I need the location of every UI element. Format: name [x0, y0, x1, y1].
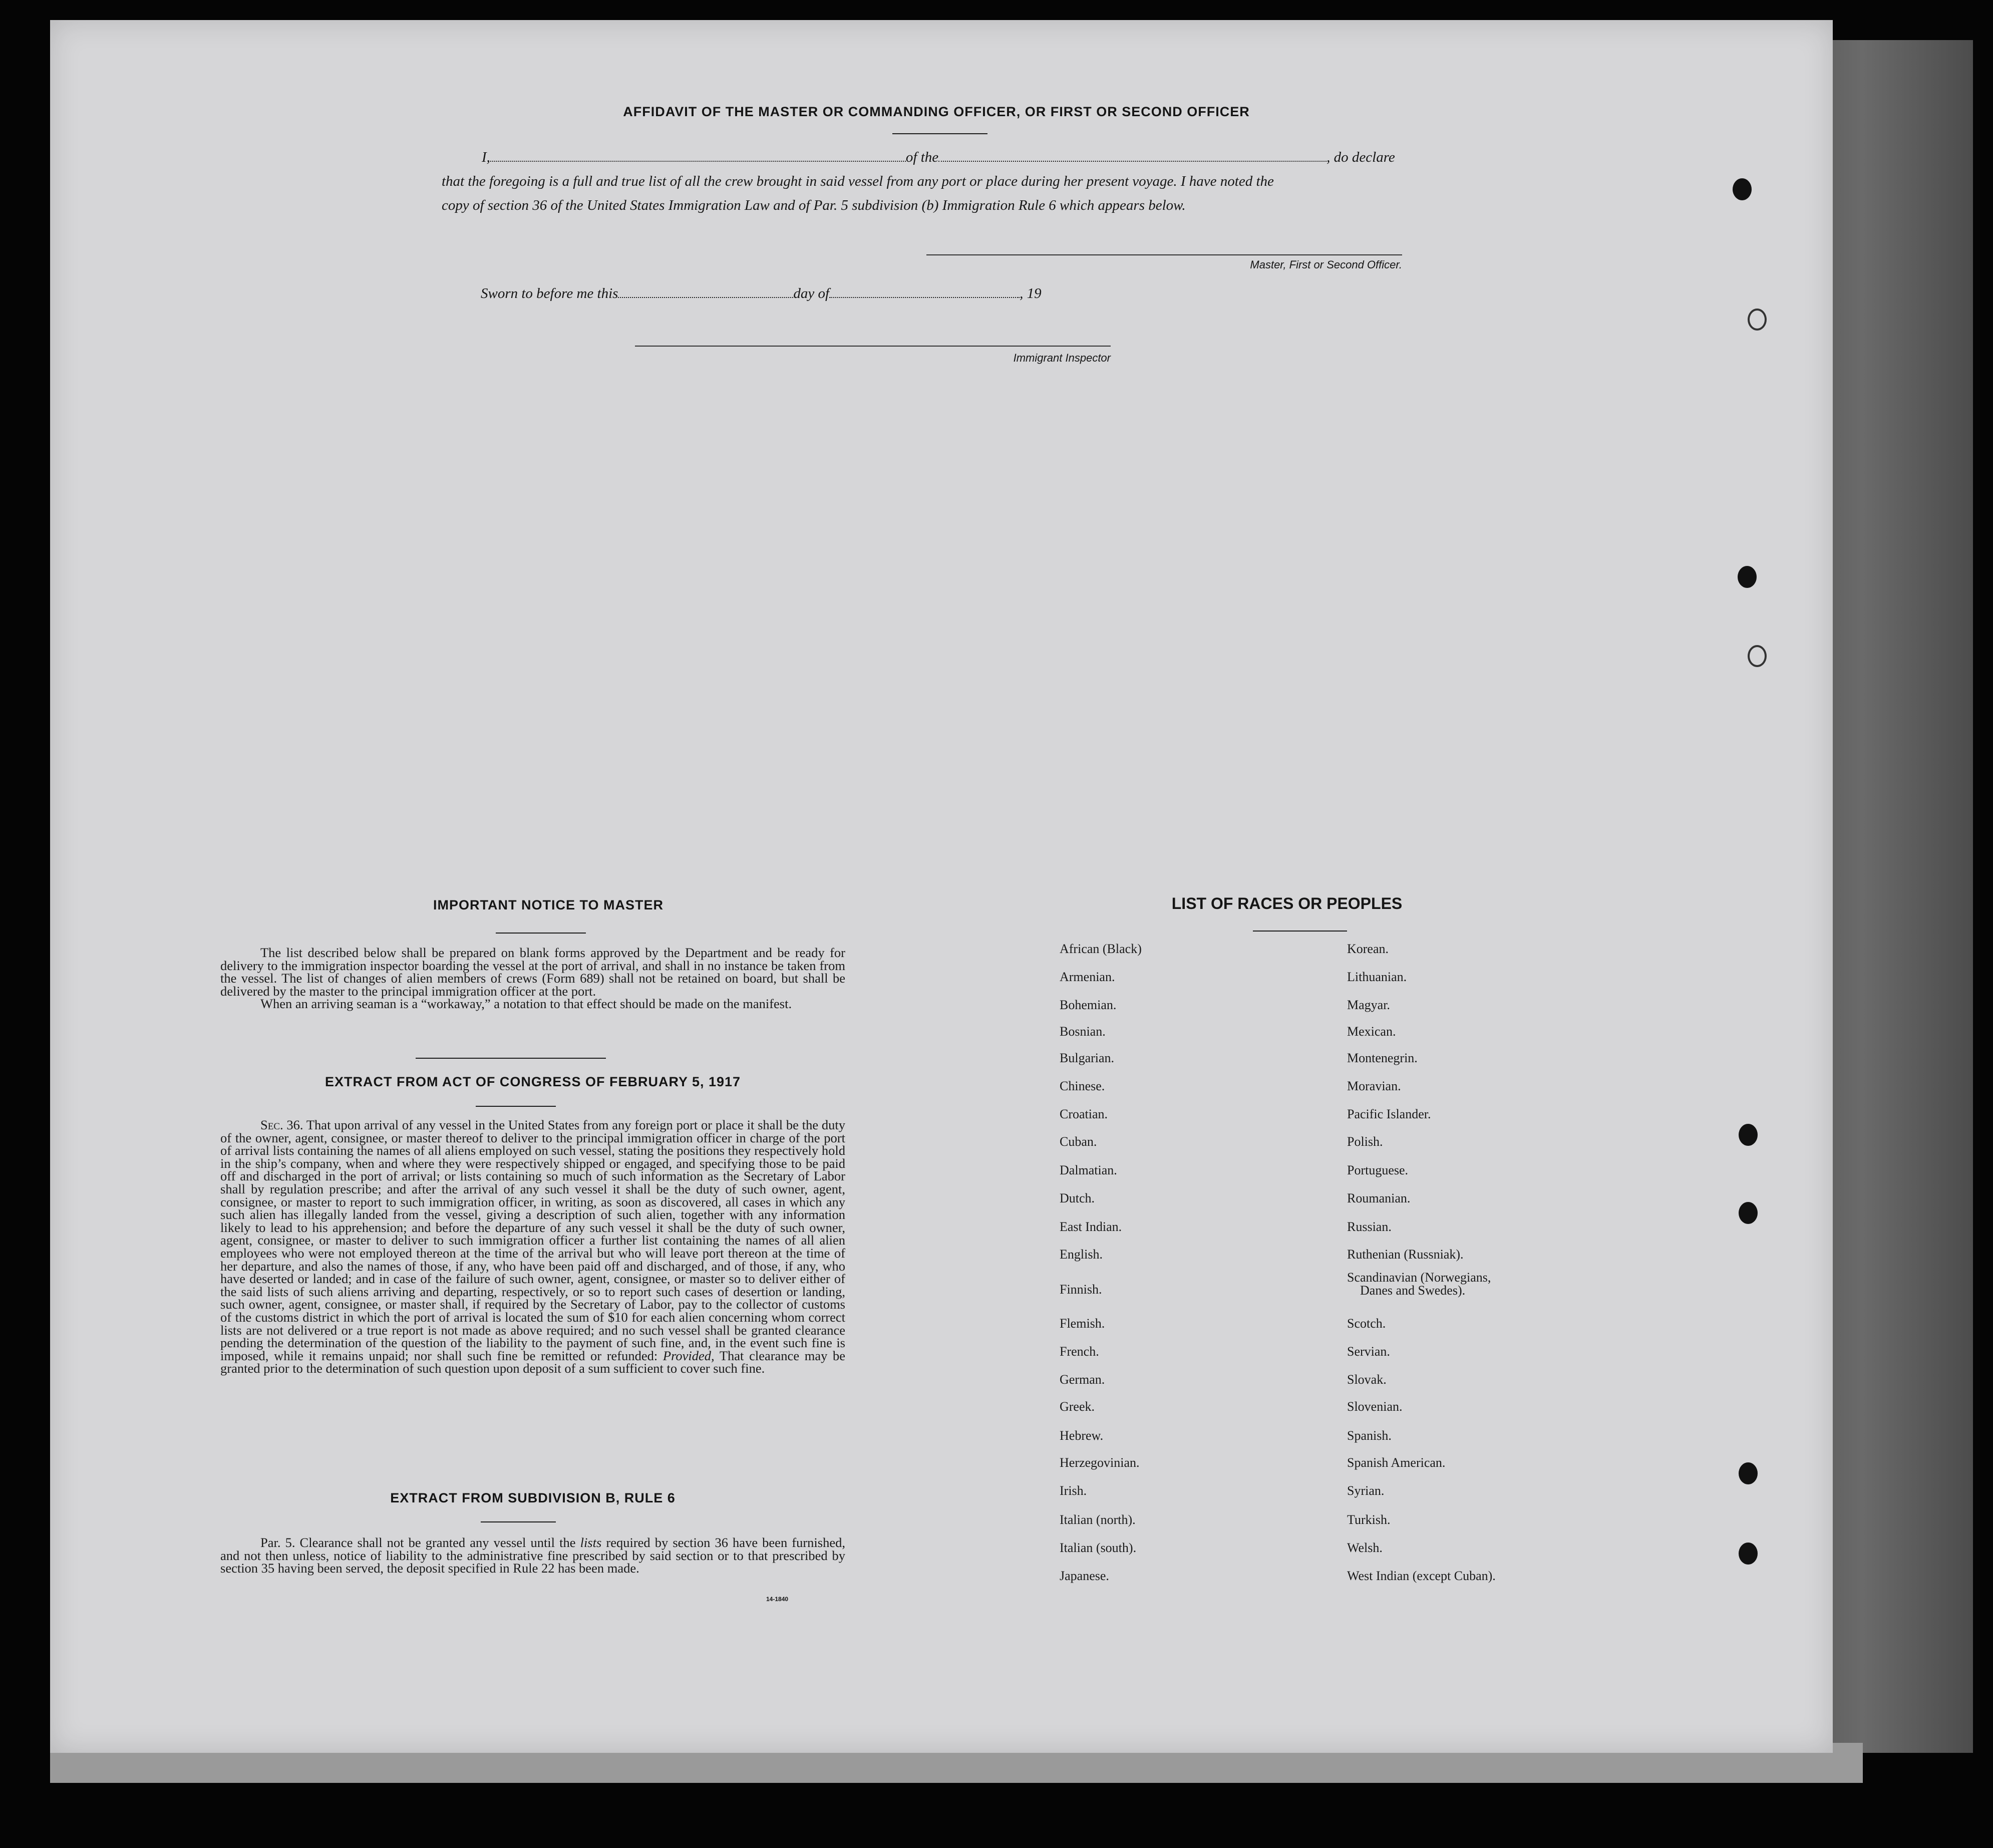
affidavit-line-3: copy of section 36 of the United States Immigration Law and of Par. 5 subdivision (b) Immigration Rule 6 which appears below.	[442, 197, 1186, 213]
notice-title-rule	[496, 933, 586, 934]
sworn-day-of: day of	[793, 285, 830, 301]
race-right-text: Polish.	[1347, 1134, 1383, 1149]
notice-body	[220, 947, 845, 1011]
race-right-text: Russian.	[1347, 1219, 1392, 1234]
race-right-14	[1347, 1344, 1390, 1359]
race-right-text: Ruthenian (Russniak).	[1347, 1247, 1464, 1262]
race-left-22: Japanese.	[1060, 1569, 1109, 1583]
race-right-18	[1347, 1455, 1445, 1470]
rule-extract-rule	[481, 1521, 556, 1522]
race-left-16: Greek.	[1060, 1399, 1095, 1414]
affidavit-title-rule	[892, 133, 987, 134]
rule-6-text	[220, 1536, 845, 1575]
rule-6-lists: lists	[580, 1535, 602, 1550]
section-36-body-2: That clearance may be granted prior to the determination of such question upon deposit of a sum sufficient to cover such fine.	[220, 1348, 846, 1376]
race-right-7	[1347, 1134, 1383, 1149]
race-right-text: West Indian (except Cuban).	[1347, 1569, 1496, 1583]
race-right-20	[1347, 1512, 1390, 1527]
race-right-12	[1347, 1271, 1491, 1297]
race-right-text: Spanish.	[1347, 1428, 1392, 1443]
race-left-7: Cuban.	[1060, 1134, 1097, 1149]
form-number: 14-1840	[766, 1596, 789, 1603]
sworn-year: , 19	[1020, 285, 1042, 301]
sworn-line	[481, 285, 1052, 302]
vessel-name-field[interactable]	[938, 161, 1326, 162]
race-right-text: Lithuanian.	[1347, 970, 1407, 984]
sworn-text: Sworn to before me this	[481, 285, 618, 301]
inspector-signature-line[interactable]	[635, 346, 1111, 347]
punch-hole	[1748, 309, 1767, 331]
race-right-15	[1347, 1372, 1387, 1387]
race-right-text: Magyar.	[1347, 998, 1390, 1012]
race-left-5: Chinese.	[1060, 1079, 1105, 1093]
race-right-text: Turkish.	[1347, 1512, 1391, 1527]
race-right-22	[1347, 1569, 1496, 1584]
race-right-0	[1347, 942, 1389, 957]
race-right-5	[1347, 1079, 1401, 1094]
race-left-6: Croatian.	[1060, 1107, 1108, 1121]
notice-paragraph-1: The list described below shall be prepared on blank forms approved by the Department and be ready for delivery to the immigration inspector boarding the vessel at the port of arrival, and shall in no instance be taken from the vessel. The list of changes of alien members of crews (Form 689) shall not be retained on board, but shall be delivered by the master to the principal immigration officer at the port.	[220, 945, 845, 999]
race-right-text: Moravian.	[1347, 1079, 1401, 1093]
race-right-17	[1347, 1428, 1392, 1443]
race-left-19: Irish.	[1060, 1483, 1087, 1498]
affidavit-line-2: that the foregoing is a full and true list of all the crew brought in said vessel from any port or place during her present voyage. I have noted the	[442, 173, 1274, 189]
race-right-text: Slovenian.	[1347, 1399, 1403, 1414]
race-left-1: Armenian.	[1060, 970, 1115, 984]
act-extract-rule	[476, 1106, 556, 1107]
race-right-16	[1347, 1399, 1403, 1414]
race-left-11: English.	[1060, 1247, 1103, 1262]
race-right-19	[1347, 1483, 1384, 1498]
rule-6-body-1: Par. 5. Clearance shall not be granted any vessel until the	[260, 1535, 580, 1550]
race-left-12: Finnish.	[1060, 1282, 1102, 1297]
race-left-17: Hebrew.	[1060, 1428, 1104, 1443]
race-right-4	[1347, 1051, 1418, 1066]
race-right-text: Roumanian.	[1347, 1191, 1411, 1205]
race-left-13: Flemish.	[1060, 1316, 1105, 1331]
race-right-9	[1347, 1191, 1410, 1206]
race-right-3	[1347, 1024, 1396, 1039]
race-right-6	[1347, 1107, 1431, 1122]
race-right-text: Mexican.	[1347, 1024, 1396, 1039]
race-right-text: Montenegrin.	[1347, 1051, 1418, 1065]
affidavit-of-the: of the	[905, 149, 939, 165]
race-left-9: Dutch.	[1060, 1191, 1095, 1205]
section-36-text	[220, 1119, 845, 1375]
race-left-15: German.	[1060, 1372, 1105, 1387]
races-title-rule	[1253, 931, 1347, 932]
notice-paragraph-2: When an arriving seaman is a “workaway,” a notation to that effect should be made on the manifest.	[260, 996, 792, 1012]
affidavit-declaration-line	[482, 149, 1463, 166]
section-separator	[416, 1058, 606, 1059]
master-name-field[interactable]	[490, 161, 906, 162]
section-36-label: Sec. 36.	[260, 1117, 303, 1132]
punch-hole	[1733, 178, 1752, 200]
race-left-21: Italian (south).	[1060, 1541, 1137, 1555]
punch-hole	[1739, 1124, 1758, 1146]
race-left-8: Dalmatian.	[1060, 1163, 1117, 1177]
act-extract-title: EXTRACT FROM ACT OF CONGRESS OF FEBRUARY 5, 1917	[324, 1074, 741, 1089]
race-left-0: African (Black)	[1060, 942, 1142, 956]
rule-extract-title: EXTRACT FROM SUBDIVISION B, RULE 6	[390, 1490, 676, 1505]
race-right-1	[1347, 970, 1407, 985]
race-left-10: East Indian.	[1060, 1219, 1122, 1234]
punch-hole	[1739, 1202, 1758, 1224]
races-title: LIST OF RACES OR PEOPLES	[1171, 894, 1403, 912]
punch-hole	[1739, 1543, 1758, 1565]
race-right-text: Welsh.	[1347, 1541, 1383, 1555]
race-right-text: Scandinavian (Norwegians,	[1347, 1270, 1491, 1285]
race-right-text: Scotch.	[1347, 1316, 1386, 1331]
race-left-20: Italian (north).	[1060, 1512, 1136, 1527]
race-right-8	[1347, 1163, 1408, 1178]
race-left-14: French.	[1060, 1344, 1099, 1359]
race-right-text: Servian.	[1347, 1344, 1390, 1359]
race-left-18: Herzegovinian.	[1060, 1455, 1140, 1470]
race-right-text: Pacific Islander.	[1347, 1107, 1431, 1121]
race-left-3: Bosnian.	[1060, 1024, 1106, 1039]
race-right-text: Syrian.	[1347, 1483, 1385, 1498]
race-right-text: Portuguese.	[1347, 1163, 1409, 1177]
document-page	[50, 20, 1833, 1753]
affidavit-do-declare: , do declare	[1326, 149, 1395, 165]
rule-6-body-2: required by section 36 have been furnished, and not then unless, notice of liability to the administrative fine prescribed by said section or to that prescribed by section 35 having been served, the deposit specified in Rule 22 has been made.	[220, 1535, 845, 1576]
race-right-11	[1347, 1247, 1464, 1262]
inspector-label: Immigrant Inspector	[1013, 352, 1111, 364]
race-right-text-line2: Danes and Swedes).	[1360, 1283, 1466, 1298]
race-left-4: Bulgarian.	[1060, 1051, 1115, 1065]
sworn-day-field[interactable]	[618, 297, 793, 298]
section-36-provided: Provided,	[662, 1348, 715, 1363]
race-right-2	[1347, 998, 1390, 1013]
affidavit-title: AFFIDAVIT OF THE MASTER OR COMMANDING OFFICER, OR FIRST OR SECOND OFFICER	[623, 104, 1250, 119]
punch-hole	[1738, 566, 1757, 588]
race-right-10	[1347, 1219, 1392, 1235]
race-right-13	[1347, 1316, 1386, 1331]
master-signature-line[interactable]	[926, 254, 1402, 255]
race-right-text: Korean.	[1347, 942, 1389, 956]
race-right-21	[1347, 1541, 1383, 1556]
master-signature-label: Master, First or Second Officer.	[1250, 258, 1402, 271]
affidavit-i: I,	[482, 149, 490, 165]
punch-hole	[1748, 645, 1767, 667]
notice-title: IMPORTANT NOTICE TO MASTER	[433, 897, 663, 912]
section-36-body-1: That upon arrival of any vessel in the United States from any foreign port or place it shall be the duty of the owner, agent, consignee, or master thereof to deliver to the principal immigration officer in charge of the port of arrival lists containing the names of all aliens employed on such vessel, stating the positions they respectively hold in the ship’s company, when and where they were respectively shipped or engaged, and specifying those to be paid off and discharged in the port of arrival; or lists containing so much of such information as the Secretary of Labor shall by regulation prescribe; and after the arrival of any such vessel it shall be the duty of such owner, agent, consignee, or master to report to such immigration officer, in writing, as soon as discovered, all cases in which any such alien has illegally landed from the vessel, giving a description of such alien, together with any information likely to lead to his apprehension; and before the departure of any such vessel it shall be the duty of such owner, agent, consignee, or master to deliver to such immigration officer a further list containing the names of all alien employees who were not employed thereon at the time of the arrival but who will leave port thereon at the time of her departure, and also the names of those, if any, who have been paid off and discharged, and of those, if any, who have deserted or landed; and in case of the failure of such owner, agent, consignee, or master so to deliver either of the said lists of such aliens arriving and departing, respectively, or so to report such cases of desertion or landing, such owner, agent, consignee, or master shall, if required by the Secretary of Labor, pay to the collector of customs of the customs district in which the port of arrival is located the sum of $10 for each alien concerning whom correct lists are not delivered or a true report is not made as above required; and no such vessel shall be granted clearance pending the determination of the question of the liability to the payment of such fine, and, in the event such fine is imposed, while it remains unpaid; nor shall such fine be remitted or refunded:	[220, 1117, 845, 1363]
sworn-month-field[interactable]	[829, 297, 1020, 298]
race-left-2: Bohemian.	[1060, 998, 1117, 1012]
race-right-text: Spanish American.	[1347, 1455, 1446, 1470]
punch-hole	[1739, 1462, 1758, 1484]
race-right-text: Slovak.	[1347, 1372, 1387, 1387]
